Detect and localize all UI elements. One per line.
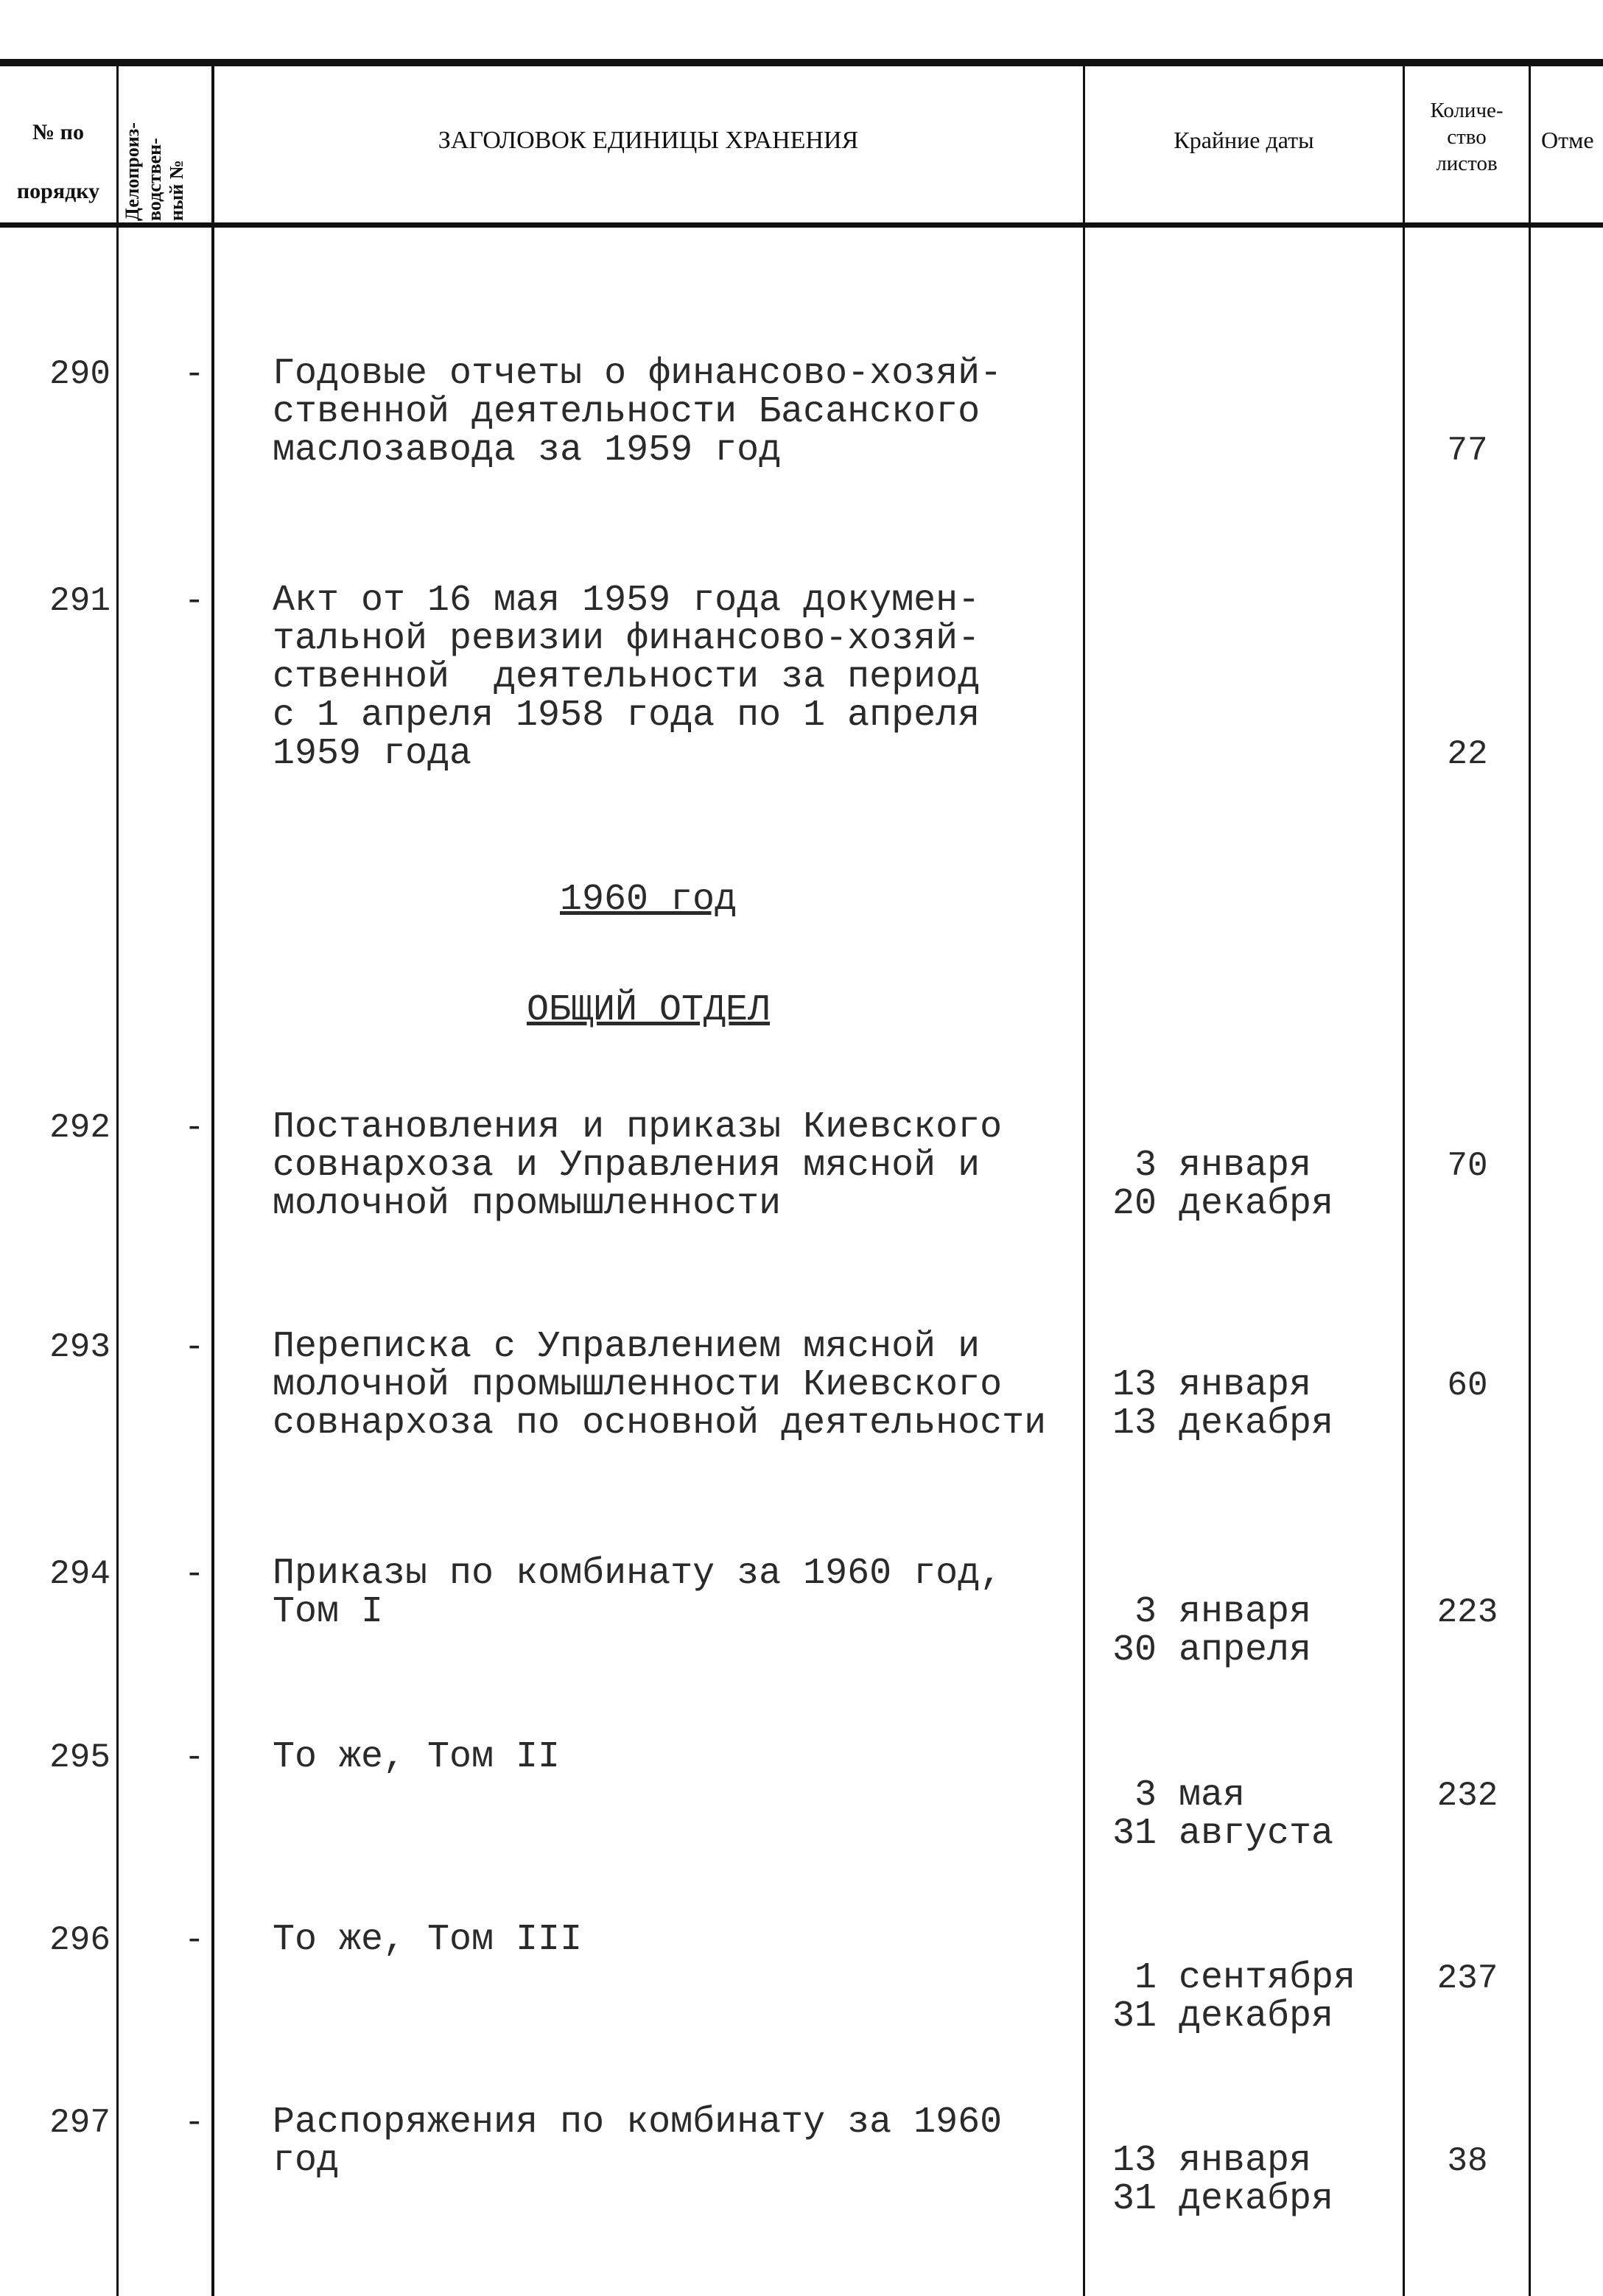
row-office-number: - <box>184 1328 205 1366</box>
header-col-office-number <box>122 74 210 221</box>
header-col-dates: Крайние даты <box>1174 127 1314 153</box>
row-number: 293 <box>49 1328 111 1366</box>
row-title: Приказы по комбинату за 1960 год, Том I <box>273 1553 1003 1633</box>
section-department: ОБЩИЙ ОТДЕЛ <box>526 989 771 1031</box>
row-dates: 3 мая 31 августа <box>1112 1774 1334 1855</box>
header-text: ство <box>1447 125 1487 149</box>
row-title: Акт от 16 мая 1959 года докумен- тальной ревизии финансово-хозяй- ственной деятельности за период с 1 апреля 1958 года по 1 апреля 1959 года <box>273 580 981 775</box>
row-title: То же, Том II <box>273 1736 561 1778</box>
row-title: Распоряжения по комбинату за 1960 год <box>273 2102 1003 2182</box>
row-office-number: - <box>184 1109 205 1147</box>
row-sheets: 77 <box>1447 432 1488 470</box>
row-dates: 1 сентября 31 декабря <box>1112 1957 1356 2037</box>
row-sheets: 70 <box>1447 1147 1488 1185</box>
row-dates: 13 января 13 декабря <box>1112 1364 1334 1444</box>
column-divider <box>211 65 214 2296</box>
row-office-number: - <box>184 2104 205 2142</box>
column-divider <box>116 65 119 2296</box>
header-text: листов <box>1436 152 1498 175</box>
row-dates: 13 января 31 декабря <box>1112 2140 1334 2220</box>
row-number: 290 <box>49 355 111 393</box>
row-sheets: 60 <box>1447 1366 1488 1405</box>
row-office-number: - <box>184 582 205 620</box>
row-dates: 3 января 30 апреля <box>1112 1591 1312 1671</box>
header-text: водствен- <box>144 138 165 221</box>
header-col-sheets <box>1405 97 1529 177</box>
section-year: 1960 год <box>559 879 737 921</box>
row-number: 295 <box>49 1738 111 1777</box>
row-title: Годовые отчеты о финансово-хозяй- ственной деятельности Басанского маслозавода за 1959 год <box>273 353 1003 471</box>
header-text: № по <box>32 120 84 144</box>
row-number: 296 <box>49 1921 111 1959</box>
row-number: 297 <box>49 2104 111 2142</box>
row-office-number: - <box>184 1555 205 1593</box>
row-number: 292 <box>49 1109 111 1147</box>
row-sheets: 22 <box>1447 735 1488 773</box>
row-title: То же, Том III <box>273 1919 583 1961</box>
row-sheets: 223 <box>1437 1593 1498 1632</box>
header-col-number <box>0 103 116 221</box>
header-text: порядку <box>16 179 100 203</box>
row-office-number: - <box>184 355 205 393</box>
column-divider <box>1083 65 1085 2296</box>
header-text: Количе- <box>1430 99 1504 122</box>
row-title: Постановления и приказы Киевского совнархоза и Управления мясной и молочной промышленности <box>273 1106 1003 1225</box>
header-bottom-rule <box>0 222 1603 228</box>
header-text: Делопроиз- <box>122 122 143 221</box>
header-col-title: ЗАГОЛОВОК ЕДИНИЦЫ ХРАНЕНИЯ <box>438 127 859 154</box>
row-dates: 3 января 20 декабря <box>1112 1145 1334 1225</box>
row-office-number: - <box>184 1738 205 1777</box>
row-number: 294 <box>49 1555 111 1593</box>
header-col-notes: Отме <box>1541 127 1594 153</box>
row-office-number: - <box>184 1921 205 1959</box>
row-title: Переписка с Управлением мясной и молочной промышленности Киевского совнархоза по основной деятельности <box>273 1326 1047 1444</box>
row-sheets: 232 <box>1437 1777 1498 1815</box>
row-sheets: 237 <box>1437 1959 1498 1998</box>
row-number: 291 <box>49 582 111 620</box>
header-text: ный № <box>166 160 187 221</box>
row-sheets: 38 <box>1447 2142 1488 2180</box>
header-top-rule <box>0 59 1603 66</box>
